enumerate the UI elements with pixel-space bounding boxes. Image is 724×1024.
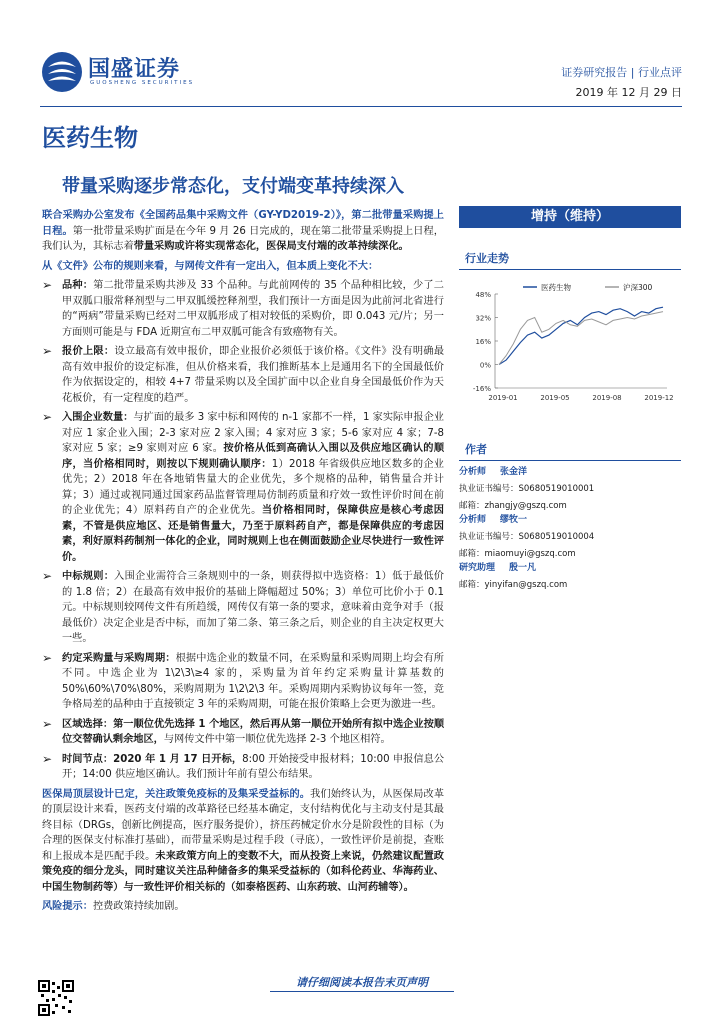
- bullet-text: 入围企业需符合三条规则中的一条，则获得拟中选资格：1）低于最低价的 1.8 倍；2）在最高有效申报价的基础上降幅超过 50%；3）单位可比价小于 0.1 元。中标规则较网传文件有所趋缓，网传仅有第一条的要求，意味着由竞争对手（报最低价）决定企业是否中标，而加了第二条、第三条之后，则企业的自主决定权更大一些。: [62, 571, 444, 644]
- author-1: [459, 464, 681, 511]
- footer-disclaimer: 请仔细阅读本报告末页声明: [296, 976, 428, 989]
- author-name: 缪牧一: [500, 515, 528, 525]
- bullet-text: 设立最高有效申报价，即企业报价必须低于该价格。《文件》没有明确最高有效申报价的设定标准，但从价格来看，我们推断基本上是通用名下的全国最低价作为依据设定的，相较 4+7 带量采购以及全国扩面中以企业自身全国最低价作为天花板价，有一定程度的趋严。: [62, 346, 445, 404]
- y-tick-label: 32%: [475, 314, 491, 323]
- intro-paragraph: [42, 208, 444, 255]
- logo-text: 国盛证券: [88, 57, 181, 82]
- logo-icon: [40, 50, 84, 94]
- report-headline: 带量采购逐步常态化，支付端变革持续深入: [62, 176, 404, 197]
- report-date: 2019 年 12 月 29 日: [575, 86, 682, 99]
- bullet-bold: 第一顺位优先选择 1 个地区，然后再从第一顺位开始所有拟中选企业按顺位交替确认剩余地区，: [62, 718, 445, 745]
- logo-subtext: GUOSHENG SECURITIES: [90, 80, 195, 86]
- author-email: 邮箱：miaomuyi@gszq.com: [459, 549, 576, 559]
- series-line-1: [499, 307, 663, 364]
- bullet-icon: ➢: [42, 716, 53, 731]
- author-cert: 执业证书编号：S0680519010004: [459, 532, 595, 542]
- author-role: 分析师: [459, 467, 487, 477]
- risk-paragraph: [42, 899, 444, 915]
- bullet-volume-period: [42, 651, 444, 713]
- report-body: [42, 208, 444, 919]
- trend-chart: [459, 280, 681, 410]
- header-divider: [40, 106, 682, 107]
- author-name: 张金洋: [500, 467, 528, 477]
- bullet-bold: 2020 年 1 月 17 日开标，: [113, 753, 243, 765]
- bullet-icon: ➢: [42, 569, 53, 583]
- trend-title: 行业走势: [459, 250, 681, 270]
- author-role: 分析师: [459, 515, 487, 525]
- y-tick-label: 16%: [475, 338, 491, 346]
- bullet-text: 根据中选企业的数量不同，在采购量和采购周期上均会有所不同。中选企业为 1\2\3\≥4 家的，采购量为首年约定采购量计算基数的 50%\60%\70%\80%，采购周期为 1\2\2\3 年。采购周期内采购协议每年一签，竞争格局差的品种由于直接锁定 3 年的采购周期，可能在报价策略上会更为激进一些。: [62, 652, 444, 710]
- legend-label: 沪深300: [623, 283, 653, 292]
- bullet-label: 约定采购量与采购周期：: [62, 652, 176, 664]
- bullet-bold: 按价格从低到高确认入围以及供应地区确认的顺序，当价格相同时，则按以下规则确认顺序：: [62, 443, 445, 470]
- bullet-text: 8:00 开始接受申报材料；10:00 申报信息公开；14:00 供应地区确认。我们预计年前有望公布结果。: [62, 753, 445, 780]
- author-email: 邮箱：zhangjy@gszq.com: [459, 501, 567, 511]
- footer-divider: [270, 991, 454, 992]
- policy-paragraph: [42, 787, 444, 896]
- author-role: 研究助理: [459, 563, 496, 573]
- report-type: 证券研究报告 | 行业点评: [561, 66, 682, 79]
- x-tick-label: 2019-05: [540, 394, 570, 402]
- bullet-varieties: [42, 278, 444, 340]
- legend-label: 医药生物: [541, 283, 571, 292]
- author-2: [459, 512, 681, 559]
- bullet-icon: ➢: [42, 751, 53, 766]
- risk-label: 风险提示：: [42, 901, 93, 912]
- bullet-enterprise-count: [42, 410, 444, 565]
- bullet-text: 与网传文件中第一顺位优先选择 2-3 个地区相符。: [163, 734, 391, 745]
- policy-bold: 医保局顶层设计已定，关注政策免疫标的及集采受益标的。: [42, 788, 311, 800]
- bullet-label: 区域选择：: [62, 718, 114, 730]
- y-tick-label: -16%: [472, 385, 491, 393]
- authors-title: 作者: [459, 441, 681, 461]
- bullet-icon: ➢: [42, 344, 53, 358]
- bullet-text: 与扩面的最多 3 家中标和网传的 n-1 家都不一样，1 家实际申报企业对应 1 家企业入围；2-3 家对应 2 家入围；4 家对应 3 家；5-6 家对应 4 家；7-8 家对应 5 家；≥9 家则对应 6 家。: [62, 412, 444, 454]
- policy-bold2: 未来政策方向上的变数不大，而从投资上来说，仍然建议配置政策免疫的细分龙头，同时建议关注品种储备多的集采受益标的（如科伦药业、华海药业、中国生物制药等）与一致性评价相关标的（如泰格医药、山东药玻、山河药辅等）。: [42, 850, 444, 893]
- bullet-bid-rules: [42, 569, 444, 647]
- bullet-label: 时间节点：: [62, 753, 114, 765]
- bullet-label: 入围企业数量：: [62, 412, 134, 423]
- x-tick-label: 2019-08: [592, 394, 622, 402]
- bullet-text: 第二批带量采购共涉及 33 个品种。与此前网传的 35 个品种相比较，少了二甲双胍口服常释剂型与二甲双胍缓控释剂型，我们预计一方面是因为此前河北省进行的“两病”带量采购已经对二甲双胍形成了相对较低的采购价，即 0.043 元/片；另一方面则可能是与 FDA 近期宣布二甲双胍可能含有致癌物有关。: [62, 280, 444, 338]
- author-cert: 执业证书编号：S0680519010001: [459, 484, 595, 494]
- bullet-text: 1）2018 年省级供应地区数多的企业优先；2）2018 年在各地销售量大的企业优先，多个规格的品种，销售量合并计算；3）通过或视同通过国家药品监督管理局仿制药质量和疗效一致性评价时间在前的企业优先；4）原料药自产的企业优先。: [62, 458, 444, 516]
- bullet-label: 品种：: [62, 280, 94, 291]
- bullet-price-cap: [42, 344, 444, 406]
- sector-title: 医药生物: [42, 124, 138, 152]
- bullet-label: 中标规则：: [62, 571, 115, 582]
- bullet-bold: 当价格相同时，保障供应是核心考虑因素，不管是供应地区、还是销售量大，乃至于原料药自产，都是保障供应的考虑因素，利好原料药制剂一体化的企业，同时规则上也在侧面鼓励企业尽快进行一致性评价。: [62, 505, 444, 563]
- intro-bold2: 带量采购或许将实现常态化，医保局支付端的改革持续深化。: [133, 241, 409, 252]
- author-name: 殷一凡: [509, 563, 537, 573]
- x-tick-label: 2019-01: [488, 394, 518, 402]
- bullet-icon: ➢: [42, 278, 53, 292]
- intro-text: 第一批带量采购扩面是在今年 9 月 26 日完成的，现在第二批带量采购提上日程，我们认为，其标志着: [42, 225, 444, 252]
- intro-bold: 联合采购办公室发布《全国药品集中采购文件（GY-YD2019-2）》，第二批带量采购提上日程。: [42, 210, 444, 237]
- y-tick-label: 0%: [479, 361, 491, 370]
- rating-badge: 增持（维持）: [459, 206, 681, 228]
- risk-text: 控费政策持续加剧。: [92, 901, 185, 912]
- bullet-icon: ➢: [42, 410, 53, 424]
- bullet-icon: ➢: [42, 650, 53, 665]
- x-tick-label: 2019-12: [644, 394, 674, 402]
- author-3: [459, 560, 681, 590]
- company-logo: [40, 50, 200, 94]
- bullet-timeline: [42, 752, 444, 783]
- y-tick-label: 48%: [475, 291, 491, 299]
- bullet-region: [42, 717, 444, 748]
- series-line-2: [499, 312, 663, 365]
- sub-heading: 从《文件》公布的规则来看，与网传文件有一定出入，但本质上变化不大：: [42, 260, 379, 272]
- policy-text: 我们始终认为，从医保局改革的顶层设计来看，医药支付端的改革路径已经基本确定，支付结构优化与主动支付是其最终目标（DRGs，创新比例提高，医疗服务提价），挤压药械定价水分是阶段性的目标（为合理的医保支付标准打基础），而带量采购是过程手段（寻底），一致性评价是前提，查账和上报成本是匹配手段。: [42, 788, 445, 862]
- bullet-label: 报价上限：: [62, 346, 115, 357]
- author-email: 邮箱：yinyifan@gszq.com: [459, 580, 568, 590]
